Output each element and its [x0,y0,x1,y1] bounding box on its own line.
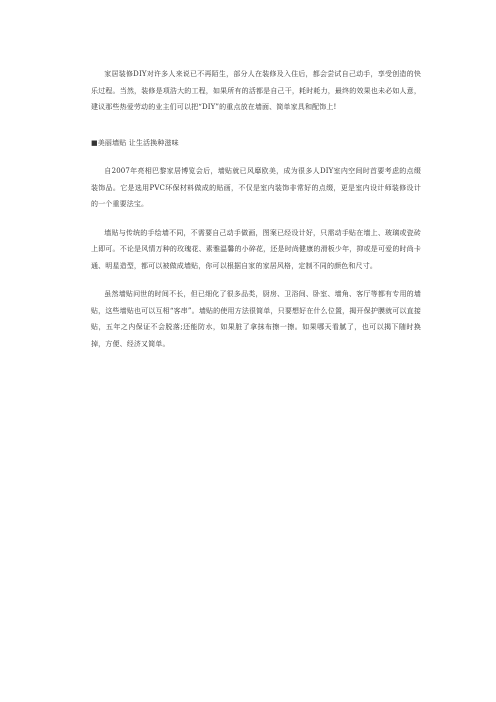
wall-sticker-types-paragraph: 虽然墙贴问世的时间不长，但已细化了很多品类，厨房、卫浴间、卧室、墙角、客厅等都有专用的墙贴，这些墙贴也可以互相“客串”。墙贴的使用方法很简单，只要想好在什么位置，揭开保护膜就可以直接贴，五年之内保证不会脱落;还能防水，如果脏了拿抹布擦一擦。如果哪天看腻了，也可以揭下随时换掉，方便、经济又简单。 [91,290,421,348]
article-body [91,66,421,352]
section-heading-block [91,135,421,152]
wall-sticker-usage-paragraph: 墙贴与传统的手绘墙不同，不需要自己动手做画，图案已经设计好，只需动手贴在墙上、玻璃或瓷砖上即可。不论是风情万种的玫瑰花、素雅温馨的小碎花，还是时尚健康的滑板少年，抑或是可爱的时尚卡通、明星造型，都可以被做成墙贴，你可以根据自家的家居风格，定制不同的颜色和尺寸。 [91,228,421,270]
intro-paragraph: 家居装修DIY对许多人来说已不再陌生，部分人在装修及入住后，都会尝试自己动手，享受创造的快乐过程。当然，装修是项浩大的工程，如果所有的活都是自己干，耗时耗力，最终的效果也未必如人意，建议那些热爱劳动的业主们可以把“DIY”的重点放在墙面、简单家具和配饰上! [91,70,421,111]
wall-sticker-history-paragraph: 自2007年亮相巴黎家居博览会后，墙贴就已风靡欧美，成为很多人DIY室内空间时首要考虑的点缀装饰品。它是选用PVC环保材料做成的贴画，不仅是室内装饰非常好的点缀，更是室内设计师装修设计的一个重要法宝。 [91,167,421,208]
section-heading: ■美丽墙贴 让生活换种滋味 [91,138,179,147]
